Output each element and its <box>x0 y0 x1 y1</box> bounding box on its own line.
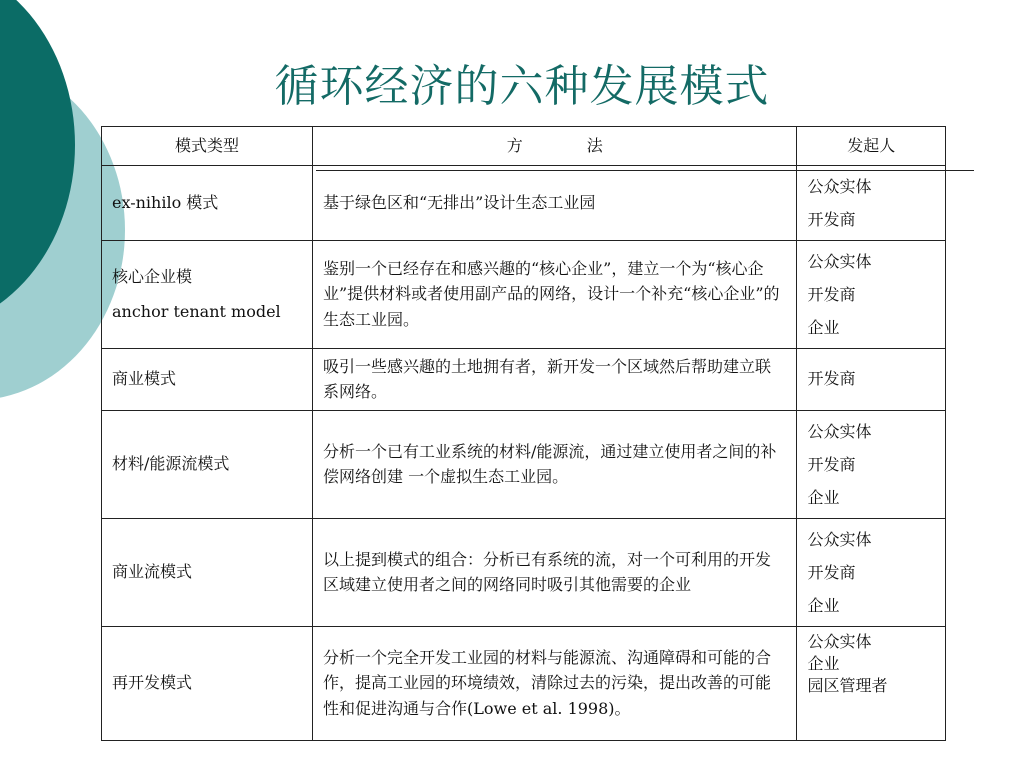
method-cell: 以上提到模式的组合：分析已有系统的流，对一个可利用的开发区域建立使用者之间的网络同时吸引其他需要的企业 <box>313 518 797 626</box>
initiator: 开发商 <box>807 209 856 229</box>
table-row <box>102 240 946 348</box>
header-initiator: 发起人 <box>797 127 946 166</box>
initiator: 公众实体 <box>807 251 872 271</box>
mode-type: 再开发模式 <box>112 673 193 693</box>
initiator: 开发商 <box>807 284 856 304</box>
header-divider-line <box>316 170 974 171</box>
table-row <box>102 348 946 410</box>
method-cell: 吸引一些感兴趣的土地拥有者，新开发一个区域然后帮助建立联系网络。 <box>313 348 797 410</box>
initiator-cell <box>797 165 946 240</box>
mode-type-cell <box>102 518 313 626</box>
header-mode-type: 模式类型 <box>102 127 313 166</box>
initiator: 开发商 <box>807 562 856 582</box>
initiator: 公众实体 <box>807 631 872 651</box>
table-row <box>102 165 946 240</box>
table-row <box>102 518 946 626</box>
mode-type-cell <box>102 626 313 740</box>
mode-type-cell <box>102 410 313 518</box>
method-cell: 基于绿色区和“无排出”设计生态工业园 <box>313 165 797 240</box>
initiator: 企业 <box>807 487 840 507</box>
method-cell: 分析一个已有工业系统的材料/能源流，通过建立使用者之间的补偿网络创建 一个虚拟生态工业园。 <box>313 410 797 518</box>
table-row <box>102 410 946 518</box>
initiator: 企业 <box>807 317 840 337</box>
mode-type: 材料/能源流模式 <box>112 454 230 474</box>
mode-type: 商业流模式 <box>112 562 193 582</box>
initiator-cell <box>797 410 946 518</box>
initiator: 公众实体 <box>807 421 872 441</box>
header-method: 方 法 <box>313 127 797 166</box>
modes-table <box>101 126 946 741</box>
initiator: 企业 <box>807 653 840 673</box>
initiator-cell <box>797 240 946 348</box>
mode-type-cell <box>102 240 313 348</box>
initiator-cell <box>797 348 946 410</box>
initiator: 园区管理者 <box>807 675 888 695</box>
mode-type-cell <box>102 348 313 410</box>
table-header-row <box>102 127 946 166</box>
table-row <box>102 626 946 740</box>
initiator: 公众实体 <box>807 529 872 549</box>
mode-type-english: anchor tenant model <box>112 302 281 322</box>
slide-title: 循环经济的六种发展模式 <box>274 61 770 112</box>
initiator-cell <box>797 626 946 740</box>
method-cell: 分析一个完全开发工业园的材料与能源流、沟通障碍和可能的合作，提高工业园的环境绩效，清除过去的污染，提出改善的可能性和促进沟通与合作(Lowe et al. 1998)。 <box>313 626 797 740</box>
mode-type: 核心企业模 <box>112 266 193 286</box>
method-cell: 鉴别一个已经存在和感兴趣的“核心企业”，建立一个为“核心企业”提供材料或者使用副产品的网络，设计一个补充“核心企业”的生态工业园。 <box>313 240 797 348</box>
mode-type: 商业模式 <box>112 369 177 389</box>
initiator: 开发商 <box>807 369 856 389</box>
initiator: 企业 <box>807 595 840 615</box>
initiator-cell <box>797 518 946 626</box>
mode-type-cell <box>102 165 313 240</box>
initiator: 公众实体 <box>807 176 872 196</box>
initiator: 开发商 <box>807 454 856 474</box>
mode-type: ex-nihilo 模式 <box>112 192 219 212</box>
